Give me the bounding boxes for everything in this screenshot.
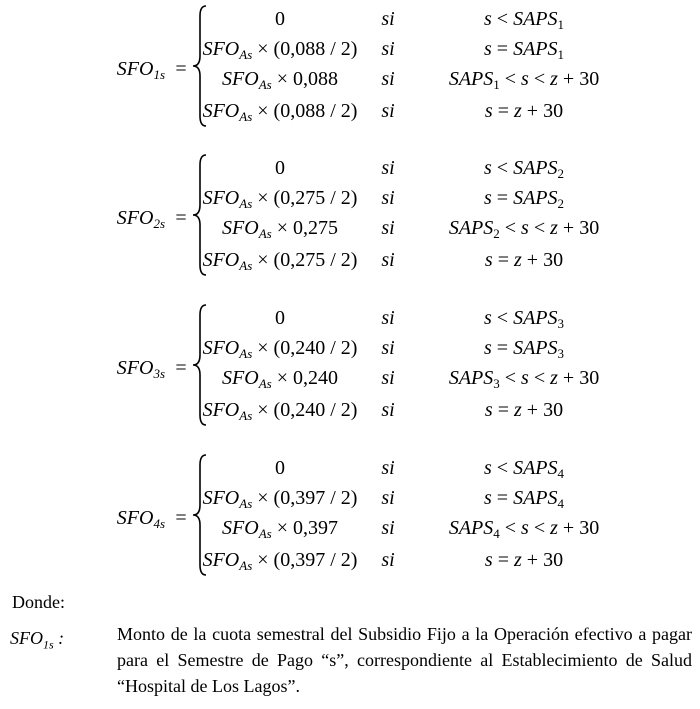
formula-expression: SFOAs × (0,275 / 2) [202, 249, 358, 273]
equals-sign: = [175, 357, 187, 379]
definition-text: Monto de la cuota semestral del Subsidio Fijo a la Operación efectivo a pagar para el Semestre de Pago “s”, correspondiente al Establecimiento de Salud “Hospital de Los Lagos”. [117, 624, 692, 696]
definition-term [10, 628, 64, 653]
formula-lhs: SFO4s [116, 507, 165, 531]
definition-term-colon: : [58, 628, 65, 648]
condition-word: si [381, 367, 395, 389]
condition-word: si [381, 249, 395, 271]
donde-label: Donde: [12, 592, 65, 612]
formula-condition: s < SAPS1 [483, 8, 565, 32]
condition-word: si [381, 517, 395, 539]
formula-lhs: SFO3s [116, 357, 165, 381]
condition-word: si [381, 38, 395, 60]
formula-condition: SAPS1 < s < z + 30 [448, 68, 600, 92]
formula-expression: SFOAs × (0,240 / 2) [202, 337, 358, 361]
formula-expression: SFOAs × (0,088 / 2) [202, 100, 358, 124]
formula-expression: SFOAs × (0,397 / 2) [202, 549, 358, 573]
formula-condition: SAPS2 < s < z + 30 [448, 217, 600, 241]
formula-expression: SFOAs × 0,397 [222, 517, 338, 541]
formula-system-4 [117, 455, 599, 575]
definition-term-subscript: 1s [43, 637, 54, 652]
formula-condition: s = z + 30 [484, 549, 564, 571]
formula-condition: SAPS3 < s < z + 30 [448, 367, 600, 391]
formula-system-1 [117, 6, 599, 126]
formula-expression: SFOAs × (0,088 / 2) [202, 38, 358, 62]
formula-condition: s = z + 30 [484, 100, 564, 122]
formula-condition: s = SAPS1 [483, 38, 565, 62]
formula-condition: s < SAPS2 [483, 157, 565, 181]
condition-word: si [381, 399, 395, 421]
formula-expression: SFOAs × 0,088 [222, 68, 338, 92]
condition-word: si [381, 457, 395, 479]
equals-sign: = [175, 58, 187, 80]
formula-lhs: SFO1s [116, 58, 165, 82]
formula-expression: 0 [275, 457, 285, 479]
formula-expression: 0 [275, 8, 285, 30]
condition-word: si [381, 217, 395, 239]
condition-word: si [381, 549, 395, 571]
condition-word: si [381, 187, 395, 209]
formula-condition: s < SAPS3 [483, 307, 565, 331]
equals-sign: = [175, 507, 187, 529]
formula-condition: s < SAPS4 [483, 457, 565, 481]
formula-expression: SFOAs × (0,275 / 2) [202, 187, 358, 211]
formula-expression: 0 [275, 307, 285, 329]
formula-condition: s = SAPS4 [483, 487, 565, 511]
formula-condition: s = SAPS3 [483, 337, 565, 361]
formula-lhs: SFO2s [116, 207, 165, 231]
condition-word: si [381, 100, 395, 122]
formula-condition: s = z + 30 [484, 249, 564, 271]
formula-expression: SFOAs × 0,275 [222, 217, 338, 241]
formula-expression: SFOAs × (0,240 / 2) [202, 399, 358, 423]
condition-word: si [381, 307, 395, 329]
condition-word: si [381, 337, 395, 359]
formula-expression: SFOAs × 0,240 [222, 367, 338, 391]
condition-word: si [381, 487, 395, 509]
formula-expression: SFOAs × (0,397 / 2) [202, 487, 358, 511]
equals-sign: = [175, 207, 187, 229]
formula-system-2 [117, 155, 599, 275]
definition-term-base: SFO [10, 628, 43, 648]
formula-expression: 0 [275, 157, 285, 179]
formula-condition: SAPS4 < s < z + 30 [448, 517, 600, 541]
formula-condition: s = z + 30 [484, 399, 564, 421]
formula-condition: s = SAPS2 [483, 187, 565, 211]
condition-word: si [381, 157, 395, 179]
condition-word: si [381, 68, 395, 90]
condition-word: si [381, 8, 395, 30]
formula-system-3 [117, 305, 599, 425]
